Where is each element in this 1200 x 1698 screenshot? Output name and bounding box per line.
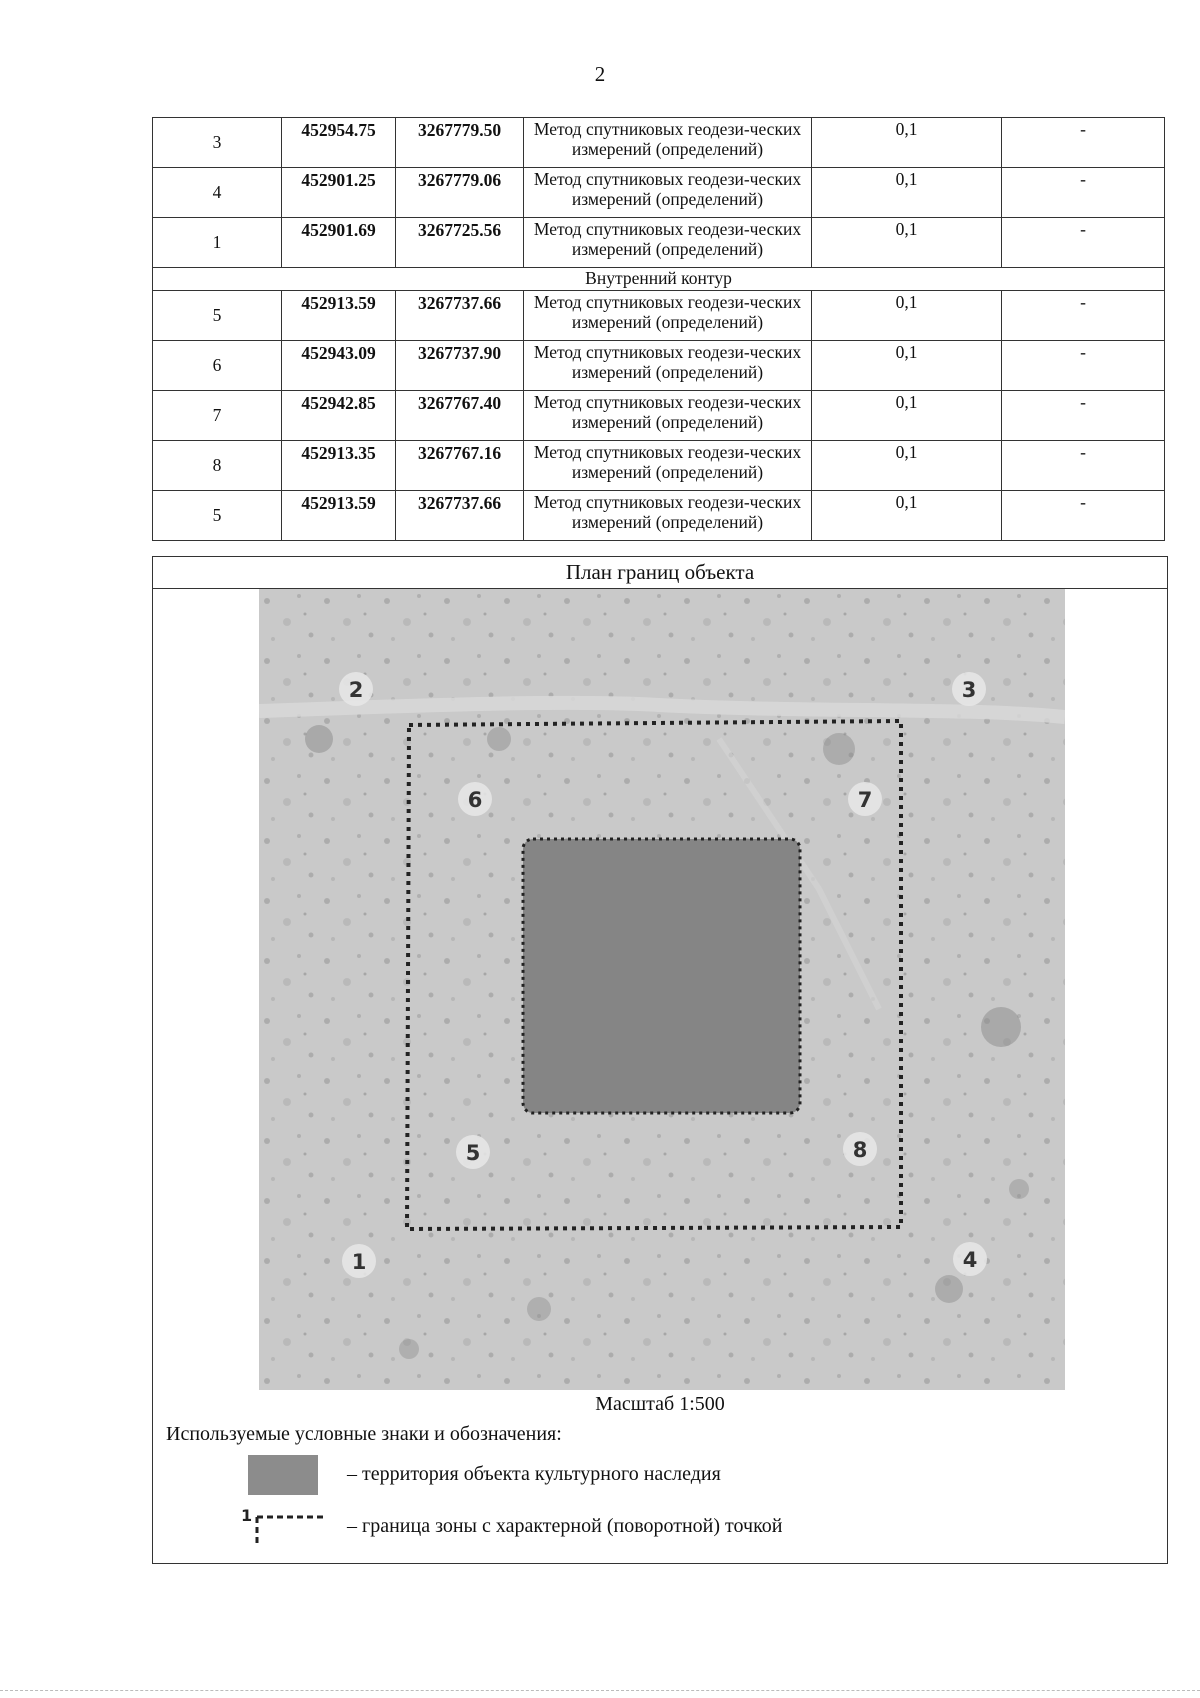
coord-x: 452954.75 (282, 118, 396, 168)
page-number: 2 (594, 62, 606, 86)
table-row (153, 491, 1165, 541)
boundary-plan (152, 556, 1168, 1564)
table-row (153, 168, 1165, 218)
table-row (153, 341, 1165, 391)
point-label-7: 7 (857, 788, 873, 812)
coord-y: 3267737.66 (396, 491, 524, 541)
point-label-1: 1 (351, 1250, 367, 1274)
point-label-6: 6 (467, 788, 483, 812)
note-cell: - (1002, 391, 1165, 441)
note-cell: - (1002, 341, 1165, 391)
point-label-4: 4 (962, 1248, 978, 1272)
point-number: 5 (153, 291, 282, 341)
point-number: 6 (153, 341, 282, 391)
point-number: 3 (153, 118, 282, 168)
footer-rule (0, 1690, 1200, 1691)
coord-x: 452913.35 (282, 441, 396, 491)
method-cell: Метод спутниковых геодези-ческих измерений (определений) (524, 168, 812, 218)
coord-x: 452901.69 (282, 218, 396, 268)
table-row (153, 391, 1165, 441)
coord-x: 452943.09 (282, 341, 396, 391)
boundary-line-symbol (239, 1503, 339, 1556)
note-cell: - (1002, 441, 1165, 491)
accuracy-cell: 0,1 (812, 168, 1002, 218)
coord-x: 452901.25 (282, 168, 396, 218)
coord-y: 3267779.06 (396, 168, 524, 218)
accuracy-cell: 0,1 (812, 441, 1002, 491)
point-label-3: 3 (961, 678, 977, 702)
legend-heading: Используемые условные знаки и обозначения: (166, 1423, 562, 1445)
point-label-8: 8 (852, 1138, 868, 1162)
coord-y: 3267779.50 (396, 118, 524, 168)
coord-y: 3267737.66 (396, 291, 524, 341)
method-cell: Метод спутниковых геодези-ческих измерений (определений) (524, 218, 812, 268)
coord-x: 452913.59 (282, 291, 396, 341)
note-cell: - (1002, 168, 1165, 218)
coord-y: 3267725.56 (396, 218, 524, 268)
point-label-5: 5 (465, 1141, 481, 1165)
coord-y: 3267737.90 (396, 341, 524, 391)
scale-label: Масштаб 1:500 (595, 1393, 725, 1415)
table-row (153, 118, 1165, 168)
point-number: 1 (153, 218, 282, 268)
accuracy-cell: 0,1 (812, 218, 1002, 268)
table-row (153, 218, 1165, 268)
method-cell: Метод спутниковых геодези-ческих измерений (определений) (524, 491, 812, 541)
legend-territory-text: – территория объекта культурного наследия (347, 1463, 721, 1485)
note-cell: - (1002, 118, 1165, 168)
boundary-map (259, 589, 1065, 1390)
coord-x: 452942.85 (282, 391, 396, 441)
point-label-2: 2 (348, 678, 364, 702)
coord-y: 3267767.40 (396, 391, 524, 441)
point-number: 8 (153, 441, 282, 491)
point-number: 4 (153, 168, 282, 218)
accuracy-cell: 0,1 (812, 291, 1002, 341)
section-label: Внутренний контур (153, 268, 1165, 291)
section-row (153, 268, 1165, 291)
point-number: 7 (153, 391, 282, 441)
boundary-point-label: 1 (241, 1506, 253, 1525)
accuracy-cell: 0,1 (812, 491, 1002, 541)
method-cell: Метод спутниковых геодези-ческих измерений (определений) (524, 341, 812, 391)
accuracy-cell: 0,1 (812, 391, 1002, 441)
accuracy-cell: 0,1 (812, 341, 1002, 391)
plan-title: План границ объекта (153, 557, 1167, 589)
legend-boundary-text: – граница зоны с характерной (поворотной) точкой (347, 1515, 783, 1537)
coord-x: 452913.59 (282, 491, 396, 541)
territory-swatch (248, 1455, 318, 1495)
method-cell: Метод спутниковых геодези-ческих измерений (определений) (524, 291, 812, 341)
coordinates-table (152, 117, 1165, 541)
heritage-territory (523, 839, 800, 1113)
accuracy-cell: 0,1 (812, 118, 1002, 168)
table-row (153, 291, 1165, 341)
note-cell: - (1002, 291, 1165, 341)
note-cell: - (1002, 218, 1165, 268)
point-number: 5 (153, 491, 282, 541)
note-cell: - (1002, 491, 1165, 541)
method-cell: Метод спутниковых геодези-ческих измерений (определений) (524, 391, 812, 441)
method-cell: Метод спутниковых геодези-ческих измерений (определений) (524, 441, 812, 491)
coord-y: 3267767.16 (396, 441, 524, 491)
method-cell: Метод спутниковых геодези-ческих измерений (определений) (524, 118, 812, 168)
table-row (153, 441, 1165, 491)
